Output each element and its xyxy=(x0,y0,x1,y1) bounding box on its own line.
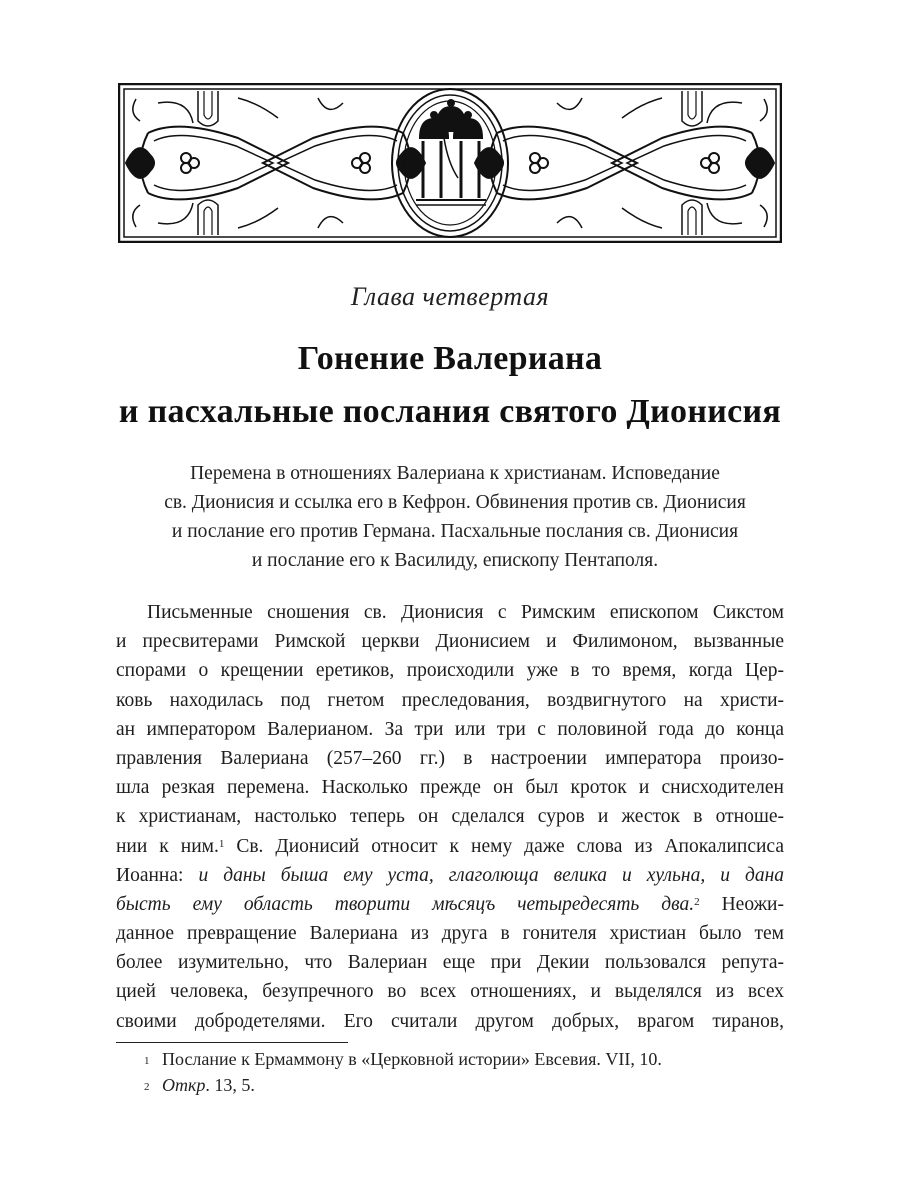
summary-line: Перемена в отношениях Валериана к христианам. Исповедание xyxy=(190,463,720,484)
body-line xyxy=(116,861,784,890)
scripture-quote: бысть ему область творити мѣсяцъ четыредесять два. xyxy=(116,893,695,915)
chapter-title-line-1: Гонение Валериана xyxy=(297,340,603,377)
body-text-span: Неожи- xyxy=(699,893,784,915)
right-interlace xyxy=(475,91,774,235)
body-text-span: Св. Дионисий относит к нему даже слова из Апокалипсиса xyxy=(224,835,784,857)
body-text-span: Иоанна: xyxy=(116,864,199,886)
footnote-divider xyxy=(116,1042,348,1043)
summary-line: и послание его против Германа. Пасхальные послания св. Дионисия xyxy=(171,521,739,542)
body-line: шла резкая перемена. Насколько прежде он был кроток и снисходителен xyxy=(116,777,784,799)
body-line: Письменные сношения св. Дионисия с Римским епископом Сикстом xyxy=(147,602,784,623)
footnote-2 xyxy=(144,1072,662,1098)
left-interlace xyxy=(126,91,425,235)
footnote-text: . 13, 5. xyxy=(205,1075,255,1095)
body-line: ан императором Валерианом. За три или три с половиной года до конца xyxy=(116,718,784,740)
footnote-number: 1 xyxy=(144,1055,150,1067)
scripture-quote: и даны быша ему уста, глаголюща велика и хульна, и дана xyxy=(198,864,784,886)
body-line: более изумительно, что Валериан еще при Декии пользовался репута- xyxy=(116,952,784,974)
summary-line: св. Дионисия и ссылка его в Кефрон. Обвинения против св. Дионисия xyxy=(164,492,746,513)
footnote-1 xyxy=(144,1046,662,1072)
chapter-summary xyxy=(130,459,780,575)
byzantine-ornament-icon xyxy=(118,83,782,243)
ornament-headpiece xyxy=(118,83,782,243)
chapter-title-line-2: и пасхальные послания святого Дионисия xyxy=(118,393,782,430)
body-line: цией человека, безупречного во всех отношениях, и выделялся из всех xyxy=(116,981,784,1003)
body-line: спорами о крещении еретиков, происходили уже в то время, когда Цер- xyxy=(116,660,784,682)
chapter-label: Глава четвертая xyxy=(350,282,550,311)
footnote-ref-1[interactable]: 1 xyxy=(218,837,225,850)
footnotes xyxy=(144,1046,662,1098)
body-line: правления Валериана (257–260 гг.) в настроении императора произо- xyxy=(116,747,784,769)
body-line: своими добродетелями. Его считали другом добрых, врагом тиранов, xyxy=(116,1010,784,1032)
footnote-abbrev: Откр xyxy=(162,1075,206,1095)
body-line xyxy=(116,890,784,919)
footnote-text: Послание к Ермаммону в «Церковной истории» Евсевия. VII, 10. xyxy=(162,1049,662,1069)
footnote-ref-2[interactable]: 2 xyxy=(694,895,700,908)
body-text-span: нии к ним. xyxy=(116,835,219,857)
body-line: ковь находилась под гнетом преследования, воздвигнутого на христи- xyxy=(116,689,784,711)
body-line: данное превращение Валериана из друга в гонителя христиан было тем xyxy=(116,923,784,945)
body-line: и пресвитерами Римской церкви Дионисием и Филимоном, вызванные xyxy=(116,631,784,653)
footnote-number: 2 xyxy=(144,1081,150,1093)
summary-line: и послание его к Василиду, епископу Пентаполя. xyxy=(251,550,659,571)
body-paragraph xyxy=(116,598,784,1036)
body-line xyxy=(116,832,784,861)
body-line: к христианам, настолько теперь он сделался суров и жесток в отноше- xyxy=(116,806,784,828)
